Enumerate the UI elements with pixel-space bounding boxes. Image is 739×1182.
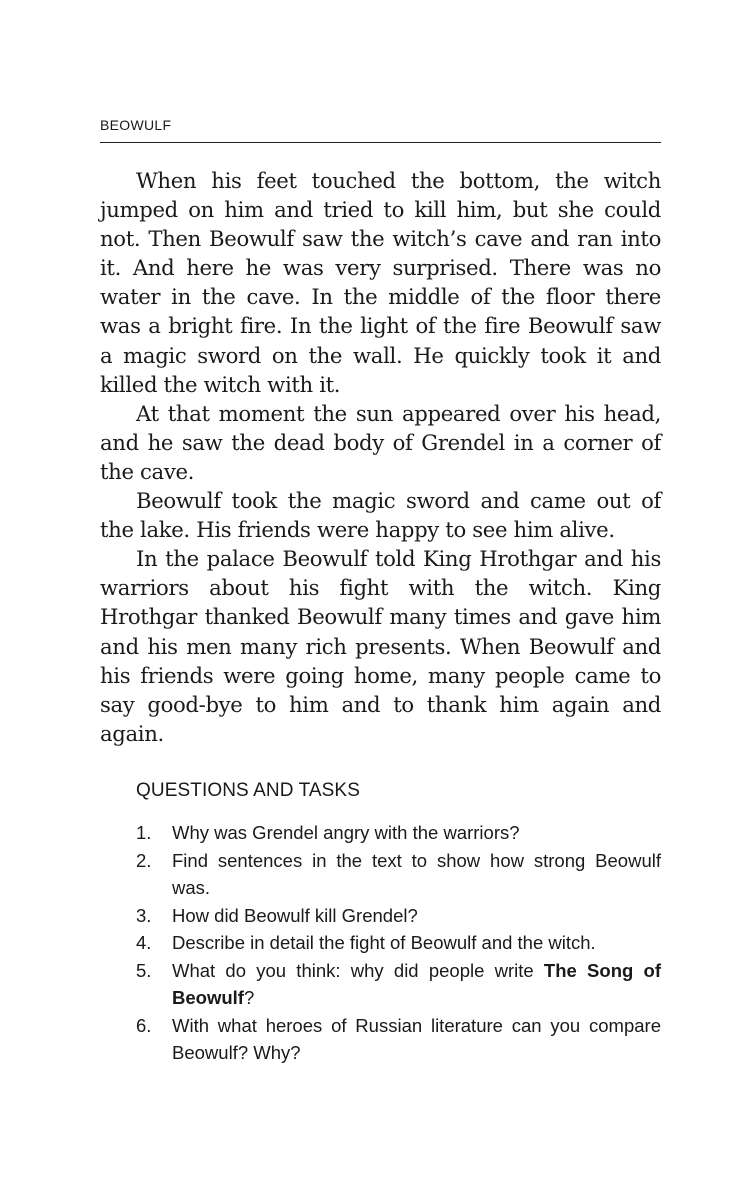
header-rule (100, 142, 661, 143)
item-number: 1. (136, 822, 152, 843)
paragraph: Beowulf took the magic sword and came out of the lake. His friends were happy to see him alive. (100, 488, 661, 543)
item-number: 6. (136, 1014, 152, 1036)
item-text: Why was Grendel angry with the warriors? (172, 822, 520, 843)
item-number: 3. (136, 904, 152, 926)
item-text: What do you think: why did people write (172, 959, 544, 981)
paragraph: In the palace Beowulf told King Hrothgar and his warriors about his fight with the witch. King Hrothgar thanked Beowulf many times and gave him and his men many rich presents. When Beowulf and his friends were going home, many people came to say good-bye to him and to thank him again and again. (100, 546, 661, 746)
paragraph: At that moment the sun appeared over his head, and he saw the dead body of Grendel in a corner of the cave. (100, 400, 661, 484)
list-item (136, 847, 661, 902)
item-text: Find sentences in the text to show how strong Beowulf was. (172, 849, 661, 898)
item-number: 2. (136, 849, 152, 871)
running-head: BEOWULF (100, 117, 172, 133)
story-text (100, 166, 661, 748)
item-text: With what heroes of Russian literature can you compare Beowulf? Why? (172, 1014, 661, 1063)
list-item (136, 902, 661, 930)
list-item (136, 957, 661, 1012)
book-title: The Song of Beowulf (172, 959, 661, 1008)
item-text: How did Beowulf kill Grendel? (172, 904, 418, 926)
item-text-end: ? (243, 987, 255, 1008)
paragraph: When his feet touched the bottom, the witch jumped on him and tried to kill him, but she could not. Then Beowulf saw the witch’s cave and ran into it. And here he was very surprised. There was no water in the cave. In the middle of the floor there was a bright fire. In the light of the fire Beowulf saw a magic sword on the wall. He quickly took it and killed the witch with it. (100, 168, 661, 397)
list-item (136, 819, 661, 847)
questions-list (136, 819, 661, 1067)
section-title: QUESTIONS AND TASKS (136, 780, 360, 801)
list-item (136, 929, 661, 957)
item-number: 5. (136, 959, 152, 981)
item-number: 4. (136, 932, 152, 953)
item-text: Describe in detail the fight of Beowulf and the witch. (172, 932, 596, 953)
list-item (136, 1012, 661, 1067)
